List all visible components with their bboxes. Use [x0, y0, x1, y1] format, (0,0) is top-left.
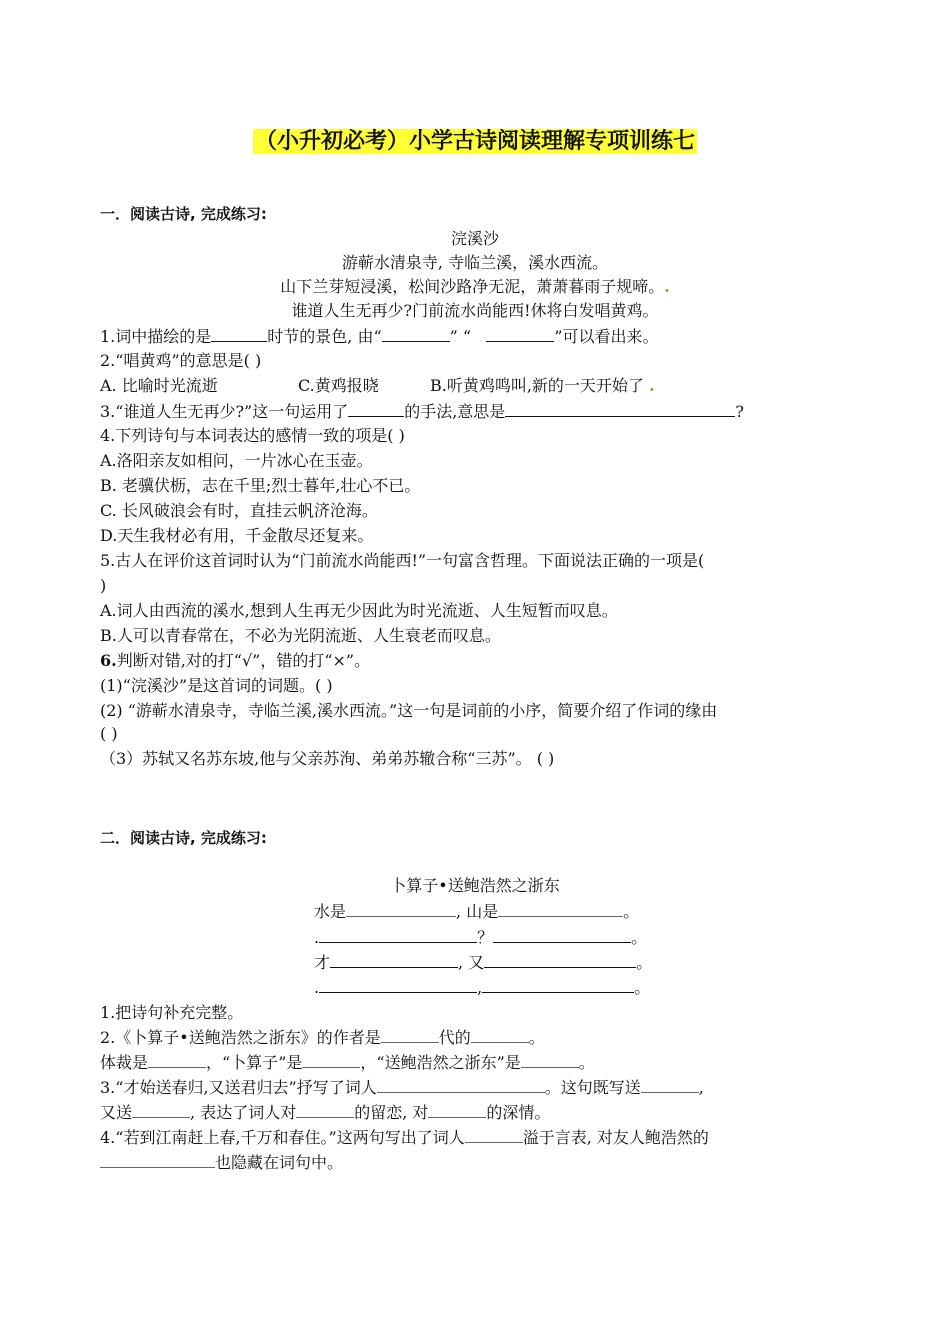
question-4: 4.“若到江南赶上春,千万和春住。”这两句写出了词人 溢于言表, 对友人鲍浩然的	[100, 1128, 709, 1147]
answer-blank[interactable]	[330, 951, 458, 968]
section1-heading: 一．阅读古诗, 完成练习:	[100, 205, 267, 223]
judge-item: (1)“浣溪沙”是这首词的词题。( )	[100, 676, 333, 695]
answer-blank[interactable]	[498, 902, 623, 917]
answer-blank[interactable]	[484, 951, 636, 968]
answer-blank[interactable]	[211, 325, 267, 342]
question-6: 6.判断对错,对的打“√”，错的打“×”。	[100, 651, 371, 670]
answer-blank[interactable]	[471, 1028, 529, 1043]
option-a: A. 比喻时光流逝	[100, 376, 218, 395]
poem-title: 浣溪沙	[450, 229, 499, 248]
question-1: 1.词中描绘的是 时节的景色, 由“ ” “ ”可以看出来。	[100, 327, 659, 346]
question-5-paren: )	[100, 576, 107, 595]
judge-item: ( )	[100, 724, 118, 743]
answer-blank[interactable]	[641, 1078, 699, 1093]
answer-blank[interactable]	[482, 976, 634, 993]
answer-blank[interactable]	[486, 325, 554, 342]
answer-blank[interactable]	[382, 325, 450, 342]
answer-blank[interactable]	[148, 1053, 206, 1068]
option: A.词人由西流的溪水,想到人生再无少因此为时光流逝、人生短暂而叹息。	[100, 601, 618, 620]
answer-blank[interactable]	[505, 400, 735, 417]
question-3: 3.“才始送春归,又送君归去”抒写了词人 。这句既写送 ,	[100, 1078, 704, 1097]
poem-line: 游蕲水清泉寺, 寺临兰溪，溪水西流。	[341, 253, 609, 272]
option: A.洛阳亲友如相问，一片冰心在玉壶。	[100, 451, 373, 470]
question-2: 2.“唱黄鸡”的意思是( )	[100, 351, 262, 370]
page-title: （小升初必考）小学古诗阅读理解专项训练七	[254, 129, 695, 154]
judge-item: （3）苏轼又名苏东坡,他与父亲苏洵、弟弟苏辙合称“三苏”。 ( )	[100, 749, 555, 768]
question-3-cont: 又送 , 表达了词人对 的留恋, 对 的深情。	[100, 1103, 551, 1122]
answer-blank[interactable]	[348, 400, 404, 417]
answer-blank[interactable]	[132, 1103, 190, 1118]
poem-title: 卜算子•送鲍浩然之浙东	[390, 876, 560, 895]
fill-row: 水是 , 山是 。	[314, 902, 640, 921]
section2-heading: 二．阅读古诗, 完成练习:	[100, 829, 267, 847]
fill-row: 才 , 又 。	[314, 953, 653, 972]
poem-line: 山下兰芽短浸溪，松间沙路净无泥，萧萧暮雨子规啼。.	[280, 277, 670, 296]
answer-blank[interactable]	[319, 926, 477, 943]
answer-blank[interactable]	[319, 976, 477, 993]
answer-blank[interactable]	[100, 1153, 215, 1168]
answer-blank[interactable]	[465, 1128, 523, 1143]
question-1: 1.把诗句补充完整。	[100, 1003, 244, 1022]
option: B. 老骥伏枥，志在千里;烈士暮年,壮心不已。	[100, 476, 421, 495]
answer-blank[interactable]	[381, 1028, 439, 1043]
option-b: B.听黄鸡鸣叫,新的一天开始了 .	[430, 376, 655, 395]
fill-row: . ？ 。	[314, 928, 648, 947]
option: B.人可以青春常在，不必为光阴流逝、人生衰老而叹息。	[100, 626, 501, 645]
question-4: 4.下列诗句与本词表达的感情一致的项是( )	[100, 426, 405, 445]
answer-blank[interactable]	[346, 902, 456, 917]
answer-blank[interactable]	[493, 926, 631, 943]
judge-item: (2) “游蕲水清泉寺，寺临兰溪,溪水西流。”这一句是词前的小序，简要介绍了作词的缘由	[100, 701, 718, 720]
option: C. 长风破浪会有时，直挂云帆济沧海。	[100, 501, 378, 520]
poem-line: 谁道人生无再少?门前流水尚能西!休将白发唱黄鸡。	[291, 301, 659, 320]
question-4-cont: 也隐藏在词句中。	[100, 1152, 343, 1174]
answer-blank[interactable]	[521, 1053, 579, 1068]
fill-row: . , 。	[314, 978, 651, 997]
question-2-cont: 体裁是 ，“卜算子”是 ，“送鲍浩然之浙东”是 。	[100, 1053, 595, 1072]
question-2: 2.《卜算子•送鲍浩然之浙东》的作者是 代的 。	[100, 1028, 545, 1047]
question-5: 5.古人在评价这首词时认为“门前流水尚能西!”一句富含哲理。下面说法正确的一项是(	[100, 551, 705, 570]
answer-blank[interactable]	[302, 1053, 360, 1068]
answer-blank[interactable]	[428, 1103, 486, 1118]
option-c: C.黄鸡报晓	[298, 376, 379, 395]
question-3: 3.“谁道人生无再少?”这一句运用了 的手法,意思是 ?	[100, 402, 744, 421]
answer-blank[interactable]	[377, 1078, 545, 1093]
answer-blank[interactable]	[296, 1103, 354, 1118]
option: D.天生我材必有用，千金散尽还复来。	[100, 526, 374, 545]
